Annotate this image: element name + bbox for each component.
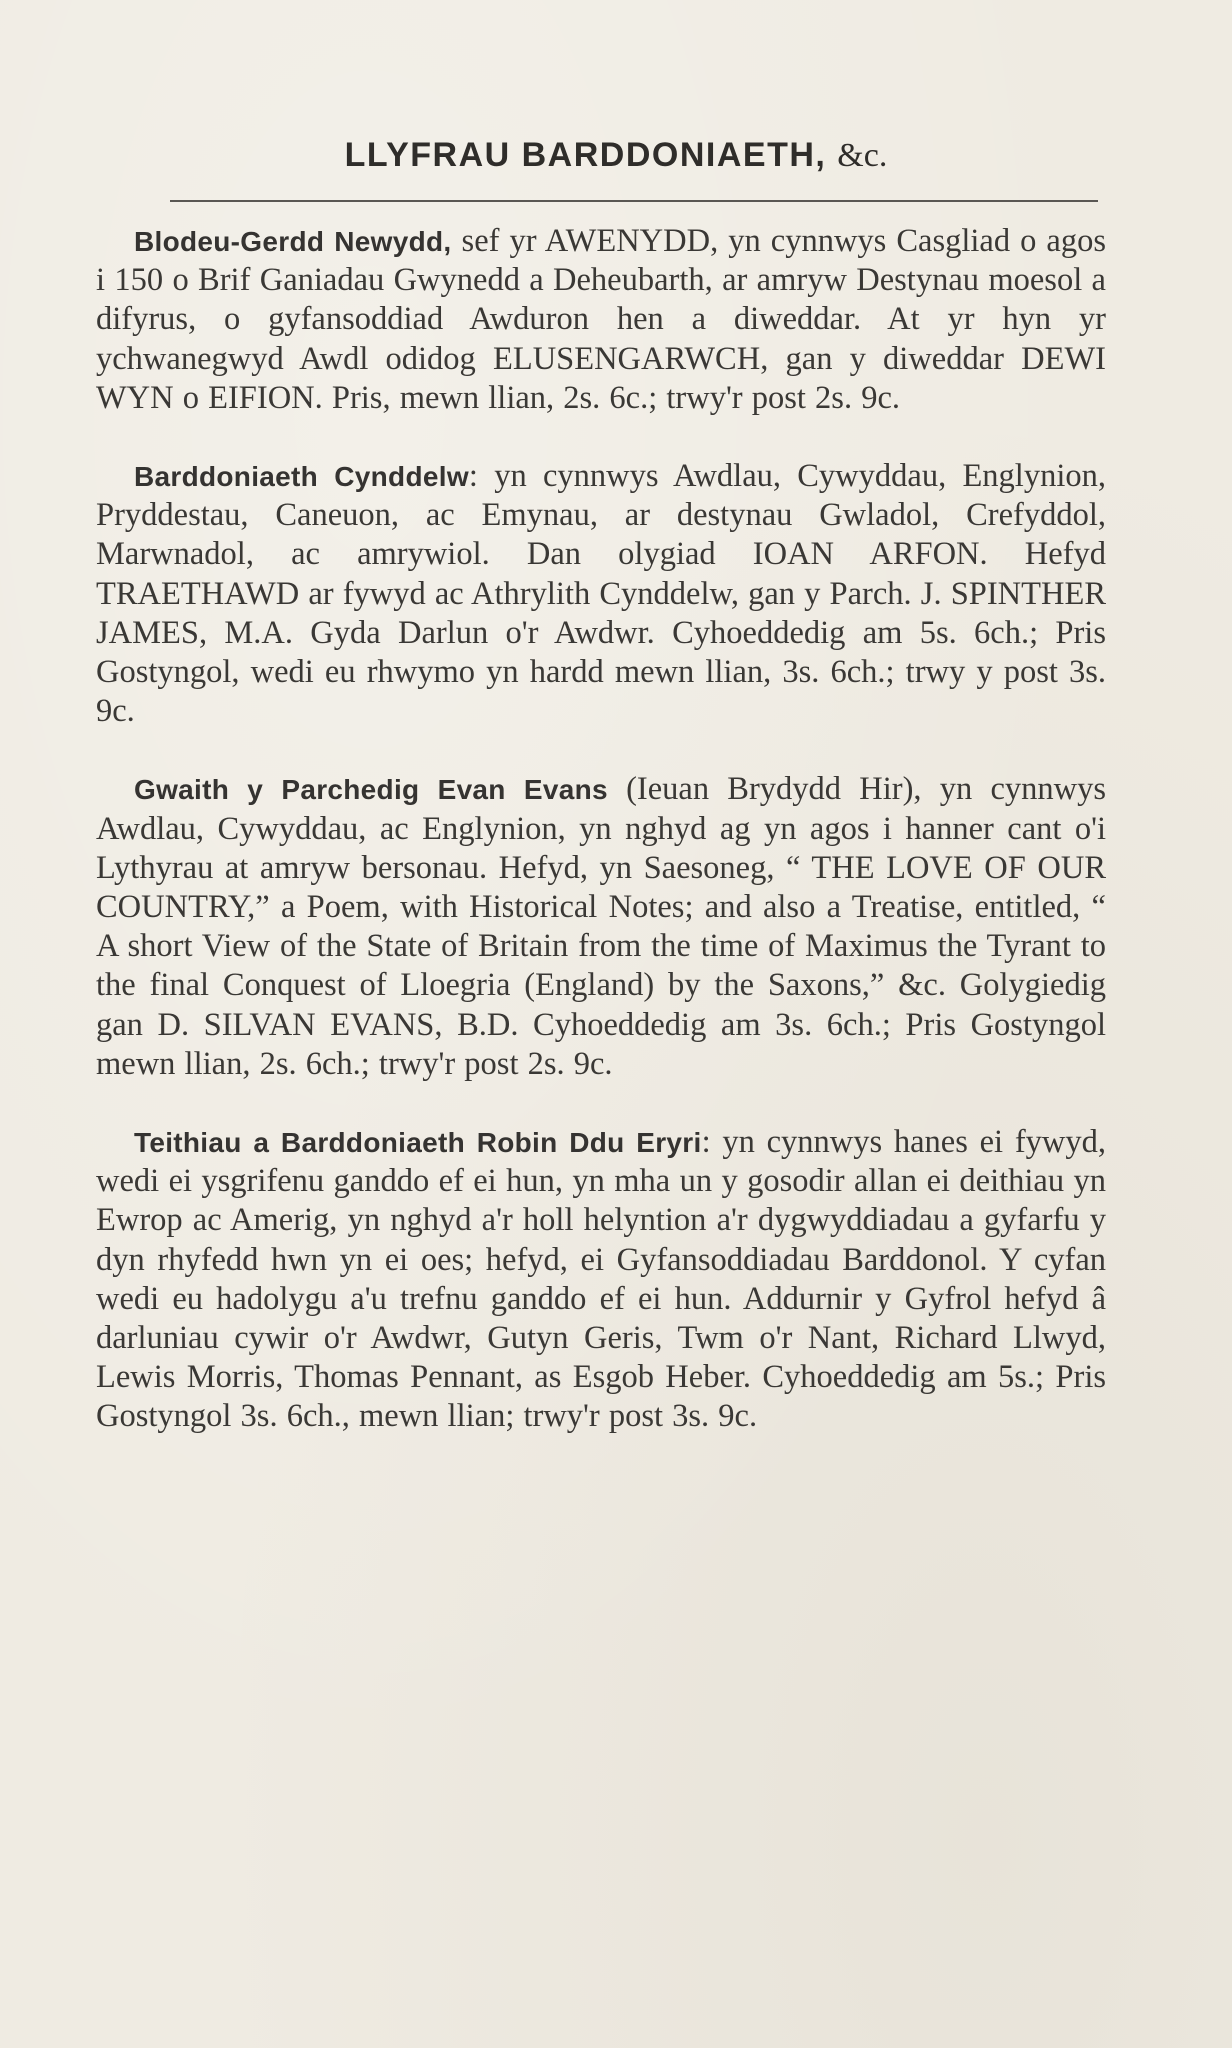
- entry-gwaith-evan-evans: [96, 770, 1106, 1084]
- entry-title: Gwaith y Parchedig Evan Evans: [134, 774, 608, 806]
- heading-rule: [170, 200, 1098, 202]
- entry-body: (Ieuan Brydydd Hir), yn cynnwys Awdlau, Cywyddau, ac Englynion, yn nghyd ag yn agos i hanner cant o'i Lythyrau at amryw bersonau. Hefyd, yn Saesoneg, “ THE LOVE OF OUR COUNTRY,” a Poem, with Historical Notes; and also a Treatise, entitled, “ A short View of the State of Britain from the time of Maximus the Tyrant to the final Conquest of Lloegria (England) by the Saxons,” &c. Golygiedig gan D. SILVAN EVANS, B.D. Cyhoeddedig am 3s. 6ch.; Pris Gostyngol mewn llian, 2s. 6ch.; trwy'r post 2s. 9c.: [96, 771, 1106, 1082]
- heading-suffix: &c.: [837, 137, 888, 174]
- entry-body: sef yr AWENYDD, yn cynnwys Casgliad o agos i 150 o Brif Ganiadau Gwynedd a Deheubarth, ar amryw Destynau moesol a difyrus, o gyfansoddiad Awduron hen a diweddar. At yr hyn yr ychwanegwyd Awdl odidog ELUSENGARWCH, gan y diweddar DEWI WYN o EIFION. Pris, mewn llian, 2s. 6c.; trwy'r post 2s. 9c.: [96, 223, 1106, 416]
- page-heading: [0, 136, 1232, 175]
- entry-barddoniaeth-cynddelw: [96, 457, 1106, 731]
- entry-robin-ddu-eryri: [96, 1123, 1106, 1437]
- entries-list: [96, 222, 1106, 1476]
- entry-title: Teithiau a Barddoniaeth Robin Ddu Eryri: [134, 1127, 702, 1159]
- entry-blodeu-gerdd: [96, 222, 1106, 418]
- entry-body: : yn cynnwys Awdlau, Cywyddau, Englynion, Pryddestau, Caneuon, ac Emynau, ar destynau Gwladol, Crefyddol, Marwnadol, ac amrywiol. Dan olygiad IOAN ARFON. Hefyd TRAETHAWD ar fywyd ac Athrylith Cynddelw, gan y Parch. J. SPINTHER JAMES, M.A. Gyda Darlun o'r Awdwr. Cyhoeddedig am 5s. 6ch.; Pris Gostyngol, wedi eu rhwymo yn hardd mewn llian, 3s. 6ch.; trwy y post 3s. 9c.: [96, 458, 1106, 730]
- heading-text: LLYFRAU BARDDONIAETH,: [344, 136, 827, 174]
- entry-body: : yn cynnwys hanes ei fywyd, wedi ei ysgrifenu ganddo ef ei hun, yn mha un y gosodir allan ei deithiau yn Ewrop ac Amerig, yn nghyd a'r holl helyntion a'r dygwyddiadau a gyfarfu y dyn rhyfedd hwn yn ei oes; hefyd, ei Gyfansoddiadau Barddonol. Y cyfan wedi eu hadolygu a'u trefnu ganddo ef ei hun. Addurnir y Gyfrol hefyd â darluniau cywir o'r Awdwr, Gutyn Geris, Twm o'r Nant, Richard Llwyd, Lewis Morris, Thomas Pennant, as Esgob Heber. Cyhoeddedig am 5s.; Pris Gostyngol 3s. 6ch., mewn llian; trwy'r post 3s. 9c.: [96, 1124, 1106, 1435]
- entry-title: Blodeu-Gerdd Newydd,: [134, 226, 452, 257]
- entry-title: Barddoniaeth Cynddelw: [134, 461, 469, 493]
